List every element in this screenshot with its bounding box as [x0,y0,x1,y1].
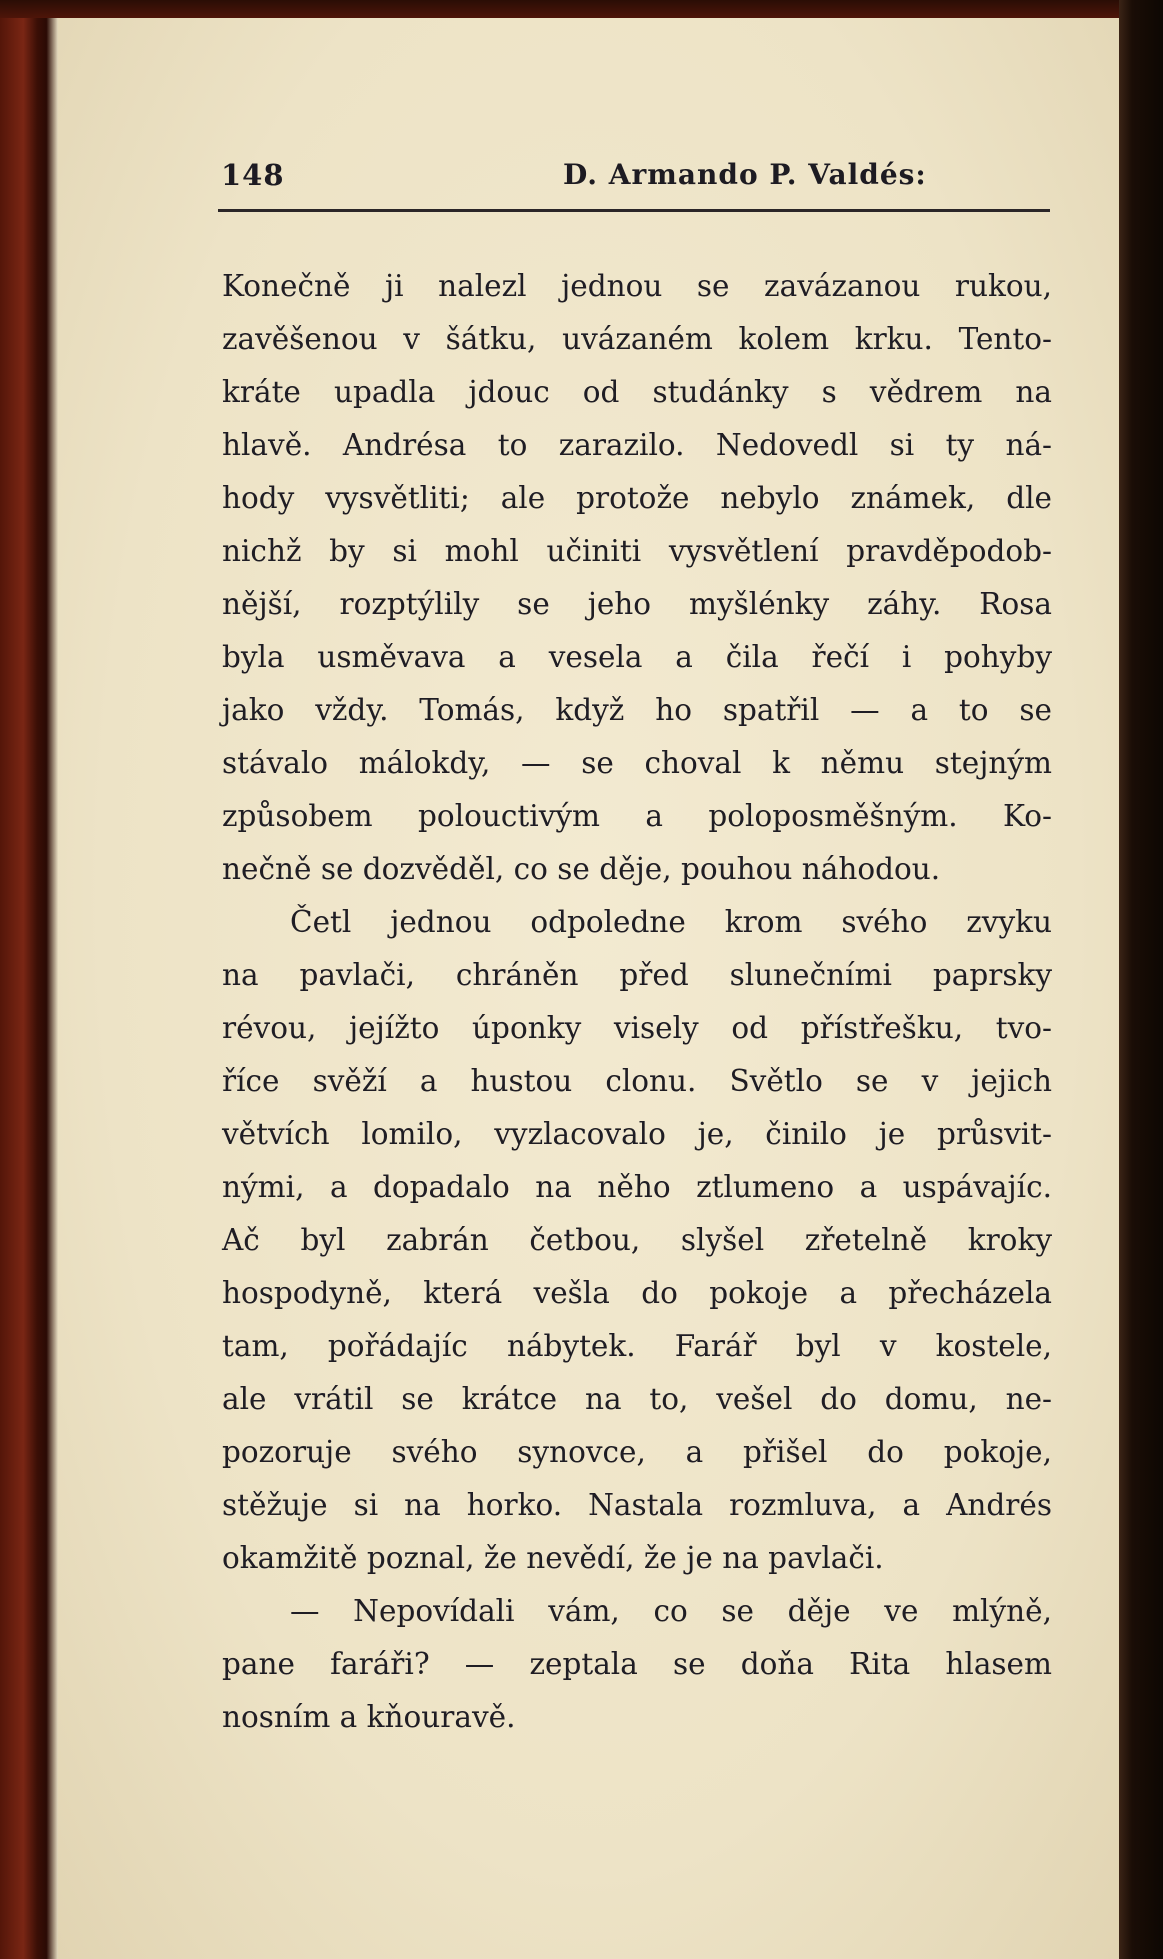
text-line: hody vysvětliti; ale protože nebylo známek, dle [222,481,1052,515]
text-line: tam, pořádajíc nábytek. Farář byl v kostele, [222,1329,1052,1363]
text-line: révou, jejížto úponky visely od přístřešku, tvo- [222,1011,1052,1045]
text-line: Ač byl zabrán četbou, slyšel zřetelně kroky [222,1223,1052,1257]
text-line: nichž by si mohl učiniti vysvětlení pravděpodob- [222,534,1052,568]
text-line: stávalo málokdy, — se choval k němu stejným [222,746,1052,780]
text-line: — Nepovídali vám, co se děje ve mlýně, [290,1594,1052,1628]
text-line: Četl jednou odpoledne krom svého zvyku [290,905,1052,939]
text-line: Konečně ji nalezl jednou se zavázanou rukou, [222,269,1052,303]
header-rule [218,209,1050,212]
body-text [222,260,1052,1744]
text-line: byla usměvava a vesela a čila řečí i pohyby [222,640,1052,674]
text-line: kráte upadla jdouc od studánky s vědrem na [222,375,1052,409]
text-line: říce svěží a hustou clonu. Světlo se v jejich [222,1064,1052,1098]
text-line: větvích lomilo, vyzlacovalo je, činilo je průsvit- [222,1117,1052,1151]
text-line: nější, rozptýlily se jeho myšlénky záhy. Rosa [222,587,1052,621]
book-top-edge [0,0,1163,18]
text-line: nými, a dopadalo na něho ztlumeno a uspávajíc. [222,1170,1052,1204]
text-line: pozoruje svého synovce, a přišel do pokoje, [222,1435,1052,1469]
text-line: nečně se dozvěděl, co se děje, pouhou náhodou. [222,852,941,886]
book-gutter-shadow [1119,0,1163,1959]
text-line: pane faráři? — zeptala se doňa Rita hlasem [222,1647,1052,1681]
text-line: nosním a kňouravě. [222,1700,516,1734]
text-line: na pavlači, chráněn před slunečními paprsky [222,958,1052,992]
text-line: zavěšenou v šátku, uvázaném kolem krku. Tento- [222,322,1052,356]
text-line: jako vždy. Tomás, když ho spatřil — a to se [222,693,1052,727]
text-line: hlavě. Andrésa to zarazilo. Nedovedl si ty ná- [222,428,1052,462]
text-line: stěžuje si na horko. Nastala rozmluva, a Andrés [222,1488,1052,1522]
text-line: ale vrátil se krátce na to, vešel do domu, ne- [222,1382,1052,1416]
text-line: hospodyně, která vešla do pokoje a přecházela [222,1276,1052,1310]
running-title: D. Armando P. Valdés: [563,158,927,191]
page-number: 148 [221,158,285,192]
text-line: způsobem polouctivým a poloposměšným. Ko- [222,799,1052,833]
text-line: okamžitě poznal, že nevědí, že je na pavlači. [222,1541,884,1575]
page-header [163,158,1049,202]
